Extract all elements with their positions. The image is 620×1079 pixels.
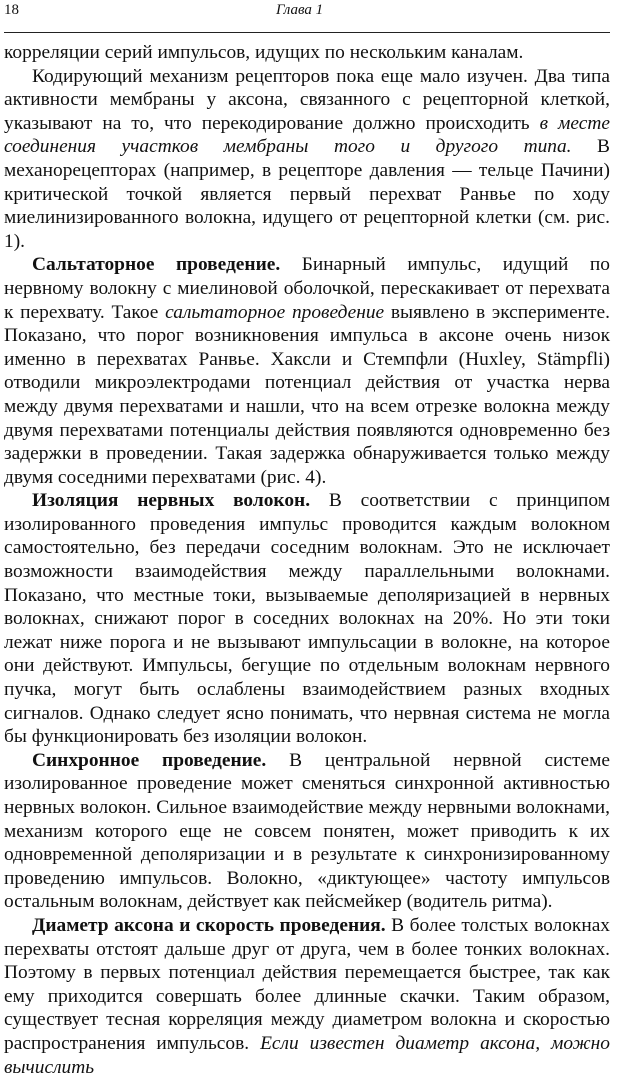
italic-emphasis: Если известен диаметр аксона, можно вычислить [4, 1032, 610, 1078]
paragraph-synchronous-conduction [4, 749, 610, 914]
page-header [4, 0, 610, 33]
text-run: Бинарный импульс, идущий по нервному волокну с миелиновой оболочкой, перескакивает от перехвата к перехвату. Такое [4, 254, 610, 323]
running-head: Глава 1 [276, 2, 324, 18]
section-run-in-heading: Сальтаторное проведение. [32, 254, 281, 276]
text-run: В механорецепторах (например, в рецепторе давления — тельце Пачини) критической точкой является первый перехват Ранвье по ходу миелинизированного волокна, идущего от рецепторной клетки (см. рис. 1). [4, 136, 610, 252]
paragraph-fiber-isolation [4, 489, 610, 749]
text-run: В более толстых волокнах перехваты отстоят дальше друг от друга, чем в более тонких волокнах. Поэтому в первых потенциал действия перемещается быстрее, так как ему приходится совершать более длинные скачки. Таким образом, существует тесная корреляция между диаметром волокна и скоростью распространения импульсов. [4, 914, 611, 1054]
text-run: Кодирующий механизм рецепторов пока еще мало изучен. Два типа активности мембраны у аксона, связанного с рецепторной клеткой, указывают на то, что перекодирование должно происходить [4, 65, 610, 134]
paragraph-continuation [4, 41, 610, 65]
text-run: В соответствии с принципом изолированного проведения импульс проводится каждым волокном самостоятельно, без передачи соседним волокнам. Это не исключает возможности взаимодействия между параллельными волокнами. Показано, что местные токи, вызываемые деполяризацией в нервных волокнах, снижают порог в соседних волокнах на 20%. Но эти токи лежат ниже порога и не вызывают импульсации в волокне, на которое они действуют. Импульсы, бегущие по отдельным волокнам нервного пучка, могут быть ослаблены взаимодействием разных входных сигналов. Однако следует ясно понимать, что нервная система не могла бы функционировать без изоляции волокон. [4, 490, 610, 748]
italic-emphasis: сальтаторное проведение [165, 301, 385, 323]
text-run: корреляции серий импульсов, идущих по нескольким каналам. [4, 42, 524, 63]
section-run-in-heading: Диаметр аксона и скорость проведения. [32, 914, 386, 936]
body-text [4, 41, 610, 1079]
paragraph-saltatory-conduction [4, 253, 610, 489]
italic-emphasis: в месте соединения участков мембраны того и другого типа. [4, 112, 610, 158]
section-run-in-heading: Изоляция нервных волокон. [32, 490, 311, 512]
section-run-in-heading: Синхронное проведение. [32, 749, 267, 771]
text-run: В центральной нервной системе изолированное проведение может сменяться синхронной активностью нервных волокон. Сильное взаимодействие между нервными волокнами, механизм которого еще не совсем понятен, может приводить к их одновременной деполяризации и в результате к синхронизированному проведению импульсов. Волокно, «диктующее» частоту импульсов остальным волокнам, действует как пейсмейкер (водитель ритма). [4, 749, 610, 913]
page-number: 18 [4, 2, 19, 18]
paragraph-axon-diameter [4, 914, 610, 1079]
paragraph-coding-mechanism [4, 65, 610, 254]
book-page [4, 0, 610, 1079]
text-run: выявлено в эксперименте. Показано, что порог возникновения импульса в аксоне очень низок именно в перехватах Ранвье. Хаксли и Стемпфли (Huxley, Stämpfli) отводили микроэлектродами потенциал действия от участка нерва между двумя перехватами и нашли, что на всем отрезке волокна между двумя перехватами потенциалы действия появляются одновременно без задержки в проведении. Такая задержка обнаруживается только между двумя соседними перехватами (рис. 4). [4, 301, 610, 488]
